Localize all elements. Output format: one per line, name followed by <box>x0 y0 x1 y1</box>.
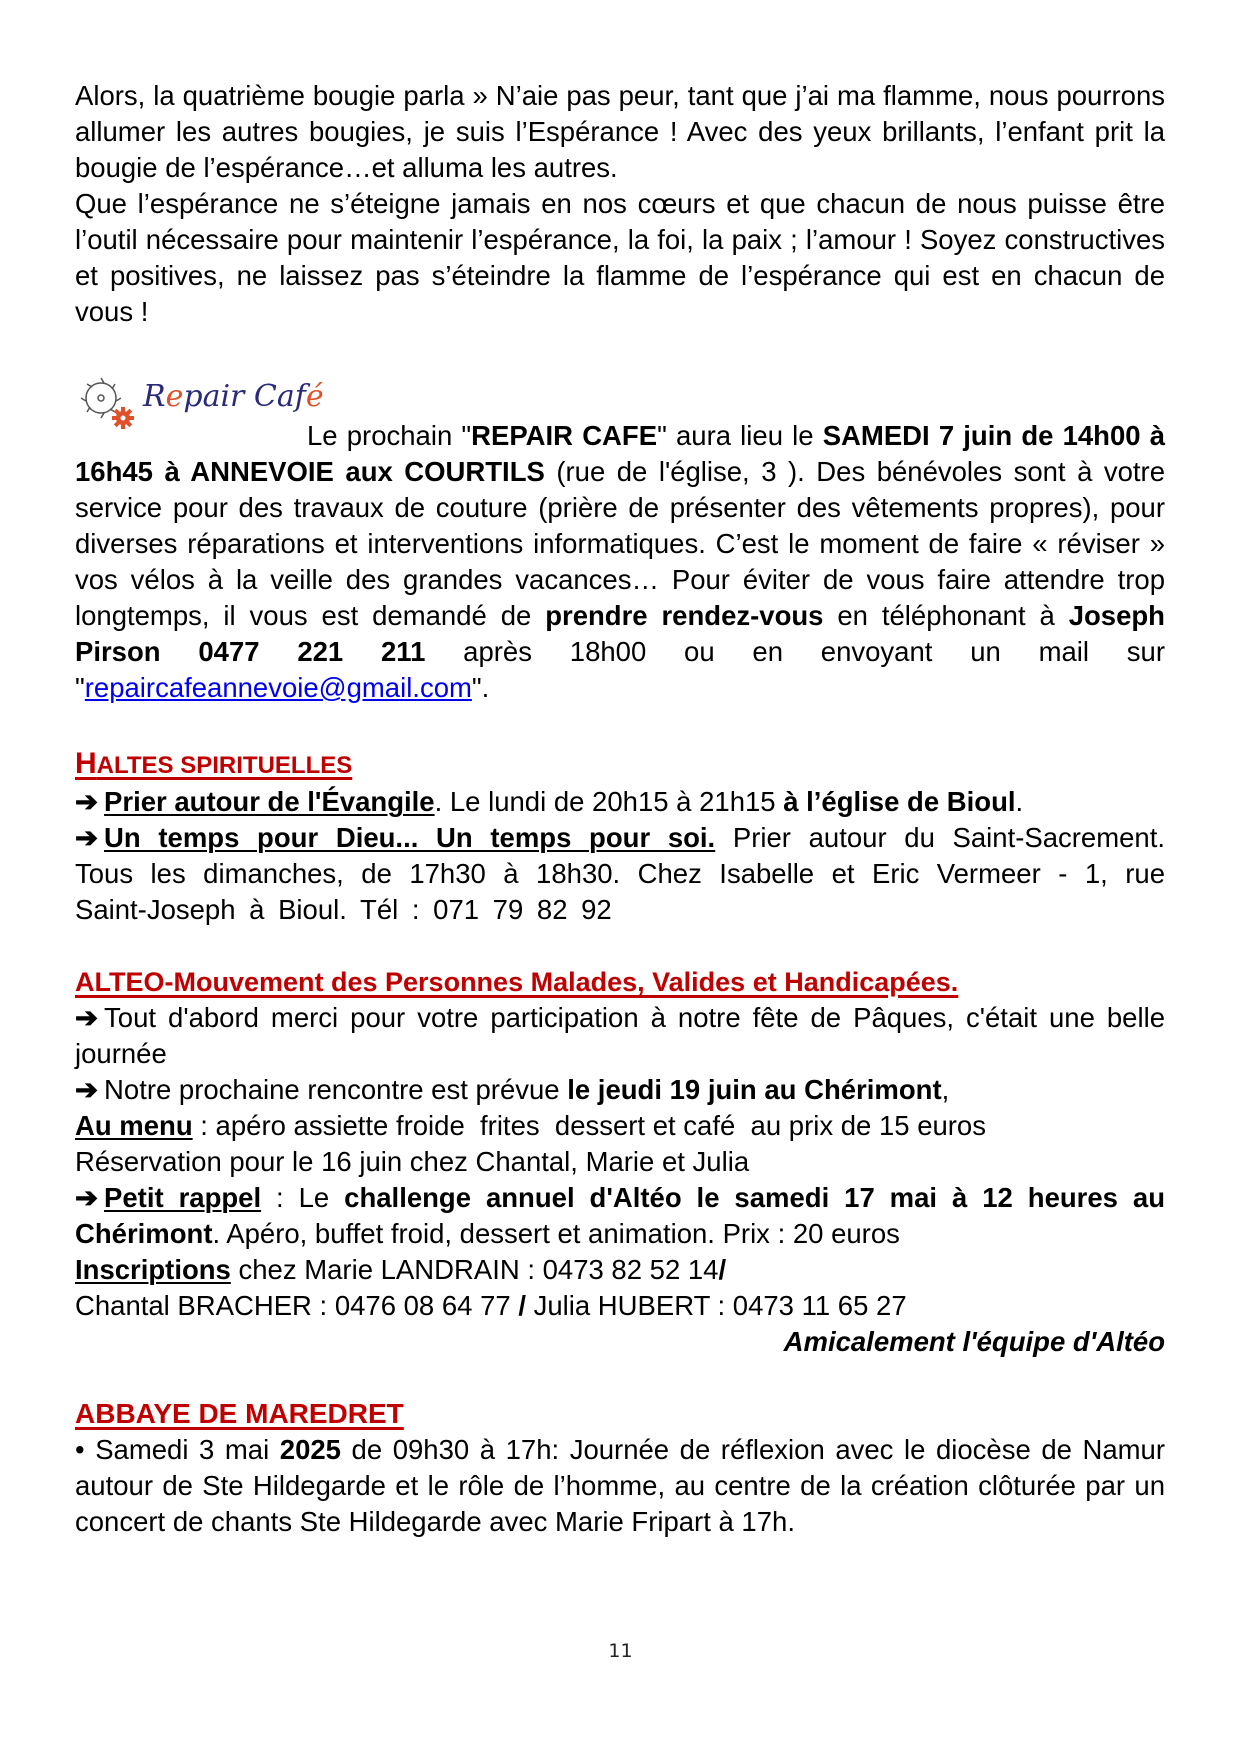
item-label: Prier autour de l'Évangile <box>104 786 435 817</box>
arrow-icon: ➔ <box>75 786 99 817</box>
haltes-item-2 <box>75 820 1165 928</box>
item-label: Un temps pour Dieu... Un temps pour soi. <box>104 822 716 853</box>
text: Notre prochaine rencontre est prévue <box>104 1074 568 1105</box>
event-name: REPAIR CAFE <box>471 420 658 451</box>
haltes-item-1 <box>75 784 1165 820</box>
document-page <box>75 78 1165 1540</box>
text: . <box>1015 786 1024 817</box>
heading-rest: ALTES SPIRITUELLES <box>96 752 353 779</box>
text: Le prochain " <box>307 420 472 451</box>
section-heading-haltes <box>75 746 1165 784</box>
alteo-line-2 <box>75 1072 1165 1108</box>
text: . Apéro, buffet froid, dessert et animation. Prix : 20 euros <box>212 1218 900 1249</box>
contact: Julia HUBERT : 0473 11 65 27 <box>525 1290 907 1321</box>
text: en téléphonant à <box>823 600 1069 631</box>
text: ". <box>471 672 490 703</box>
meeting-date: le jeudi 19 juin au Chérimont <box>567 1074 942 1105</box>
alteo-contacts <box>75 1288 1165 1324</box>
challenge-details: challenge annuel d'Altéo le samedi 17 mai à 12 heures au Chérimont <box>75 1182 1165 1249</box>
page-number: 11 <box>608 1640 633 1662</box>
heading-initial: H <box>75 747 97 780</box>
alteo-rappel <box>75 1180 1165 1252</box>
maredret-item <box>75 1432 1165 1540</box>
intro-paragraph-2: Que l’espérance ne s’éteigne jamais en nos cœurs et que chacun de nous puisse être l’outil nécessaire pour maintenir l’espérance, la foi, la paix ; l’amour ! Soyez constructives et positives, ne laissez pas s’éteindre la flamme de l’espérance qui est en chacun de vous ! <box>75 188 1165 327</box>
event-date-location: SAMEDI 7 juin de 14h00 à 16h45 à ANNEVOIE aux COURTILS <box>75 420 1166 487</box>
text: de 09h30 à 17h: Journée de réflexion avec le diocèse de Namur autour de Ste Hildegarde et le rôle de l’homme, au centre de la création clôturée par un concert de chants Ste Hildegarde avec Marie Fripart à 17h. <box>75 1434 1165 1537</box>
gears-icon <box>77 374 139 430</box>
section-heading-alteo: ALTEO-Mouvement des Personnes Malades, Valides et Handicapées. <box>75 967 959 997</box>
separator: / <box>518 1290 526 1321</box>
logo-letters: pair Caf <box>183 378 306 414</box>
text: (rue de l'église, 3 ). Des bénévoles sont à votre service pour des travaux de couture (prière de présenter des vêtements propres), pour diverses réparations et interventions informatiques. C’est le moment de faire « réviser » vos vélos à la veille des grandes vacances… Pour éviter de vous faire attendre trop longtemps, il vous est demandé de <box>75 456 1165 631</box>
arrow-icon: ➔ <box>75 822 99 853</box>
text: , <box>941 1074 950 1105</box>
logo-letter: é <box>305 378 324 414</box>
year: 2025 <box>279 1434 341 1465</box>
alteo-menu <box>75 1108 1165 1144</box>
intro-paragraph-1: Alors, la quatrième bougie parla » N’aie pas peur, tant que j’ai ma flamme, nous pourrons allumer les autres bougies, je suis l’Espérance ! Avec des yeux brillants, l’enfant prit la bougie de l’espérance…et alluma les autres. <box>75 80 1165 183</box>
text: : Le <box>261 1182 345 1213</box>
text: Prier autour du Saint-Sacrement. Tous les dimanches, de 17h30 à 18h30. Chez Isabelle et Eric Vermeer - 1, rue Saint-Joseph à Bioul. Tél : 071 79 82 92 <box>75 822 1166 925</box>
inscriptions-label: Inscriptions <box>75 1254 231 1285</box>
arrow-icon: ➔ <box>75 1074 99 1105</box>
alteo-inscriptions <box>75 1252 1165 1288</box>
alteo-signature: Amicalement l'équipe d'Altéo <box>783 1326 1165 1357</box>
menu-label: Au menu <box>75 1110 193 1141</box>
section-heading-maredret: ABBAYE DE MAREDRET <box>75 1398 404 1429</box>
contact-phone: Joseph Pirson 0477 221 211 <box>75 600 1165 667</box>
text: chez Marie LANDRAIN : 0473 82 52 14 <box>230 1254 719 1285</box>
repair-cafe-logo-text <box>143 379 324 414</box>
alteo-reservation: Réservation pour le 16 juin chez Chantal, Marie et Julia <box>75 1146 750 1177</box>
text: après 18h00 ou en envoyant un mail sur " <box>75 636 1166 703</box>
menu-text: : apéro assiette froide frites dessert et café au prix de 15 euros <box>192 1110 986 1141</box>
logo-letter: R <box>143 378 166 414</box>
text: . Le lundi de 20h15 à 21h15 <box>434 786 784 817</box>
appointment-note: prendre rendez-vous <box>545 600 824 631</box>
arrow-icon: ➔ <box>75 1002 99 1033</box>
rappel-label: Petit rappel <box>104 1182 262 1213</box>
text: " aura lieu le <box>657 420 823 451</box>
logo-letter: e <box>165 378 184 414</box>
contact: Chantal BRACHER : 0476 08 64 77 <box>75 1290 519 1321</box>
separator: / <box>718 1254 727 1285</box>
bullet-icon: • <box>75 1434 85 1465</box>
arrow-icon: ➔ <box>75 1182 99 1213</box>
text: Tout d'abord merci pour votre participation à notre fête de Pâques, c'était une belle journée <box>75 1002 1165 1069</box>
repair-cafe-paragraph <box>75 418 1165 706</box>
alteo-line-1 <box>75 1000 1165 1072</box>
text: Samedi 3 mai <box>84 1434 280 1465</box>
location: à l’église de Bioul <box>783 786 1016 817</box>
email-link[interactable]: repaircafeannevoie@gmail.com <box>84 672 472 703</box>
